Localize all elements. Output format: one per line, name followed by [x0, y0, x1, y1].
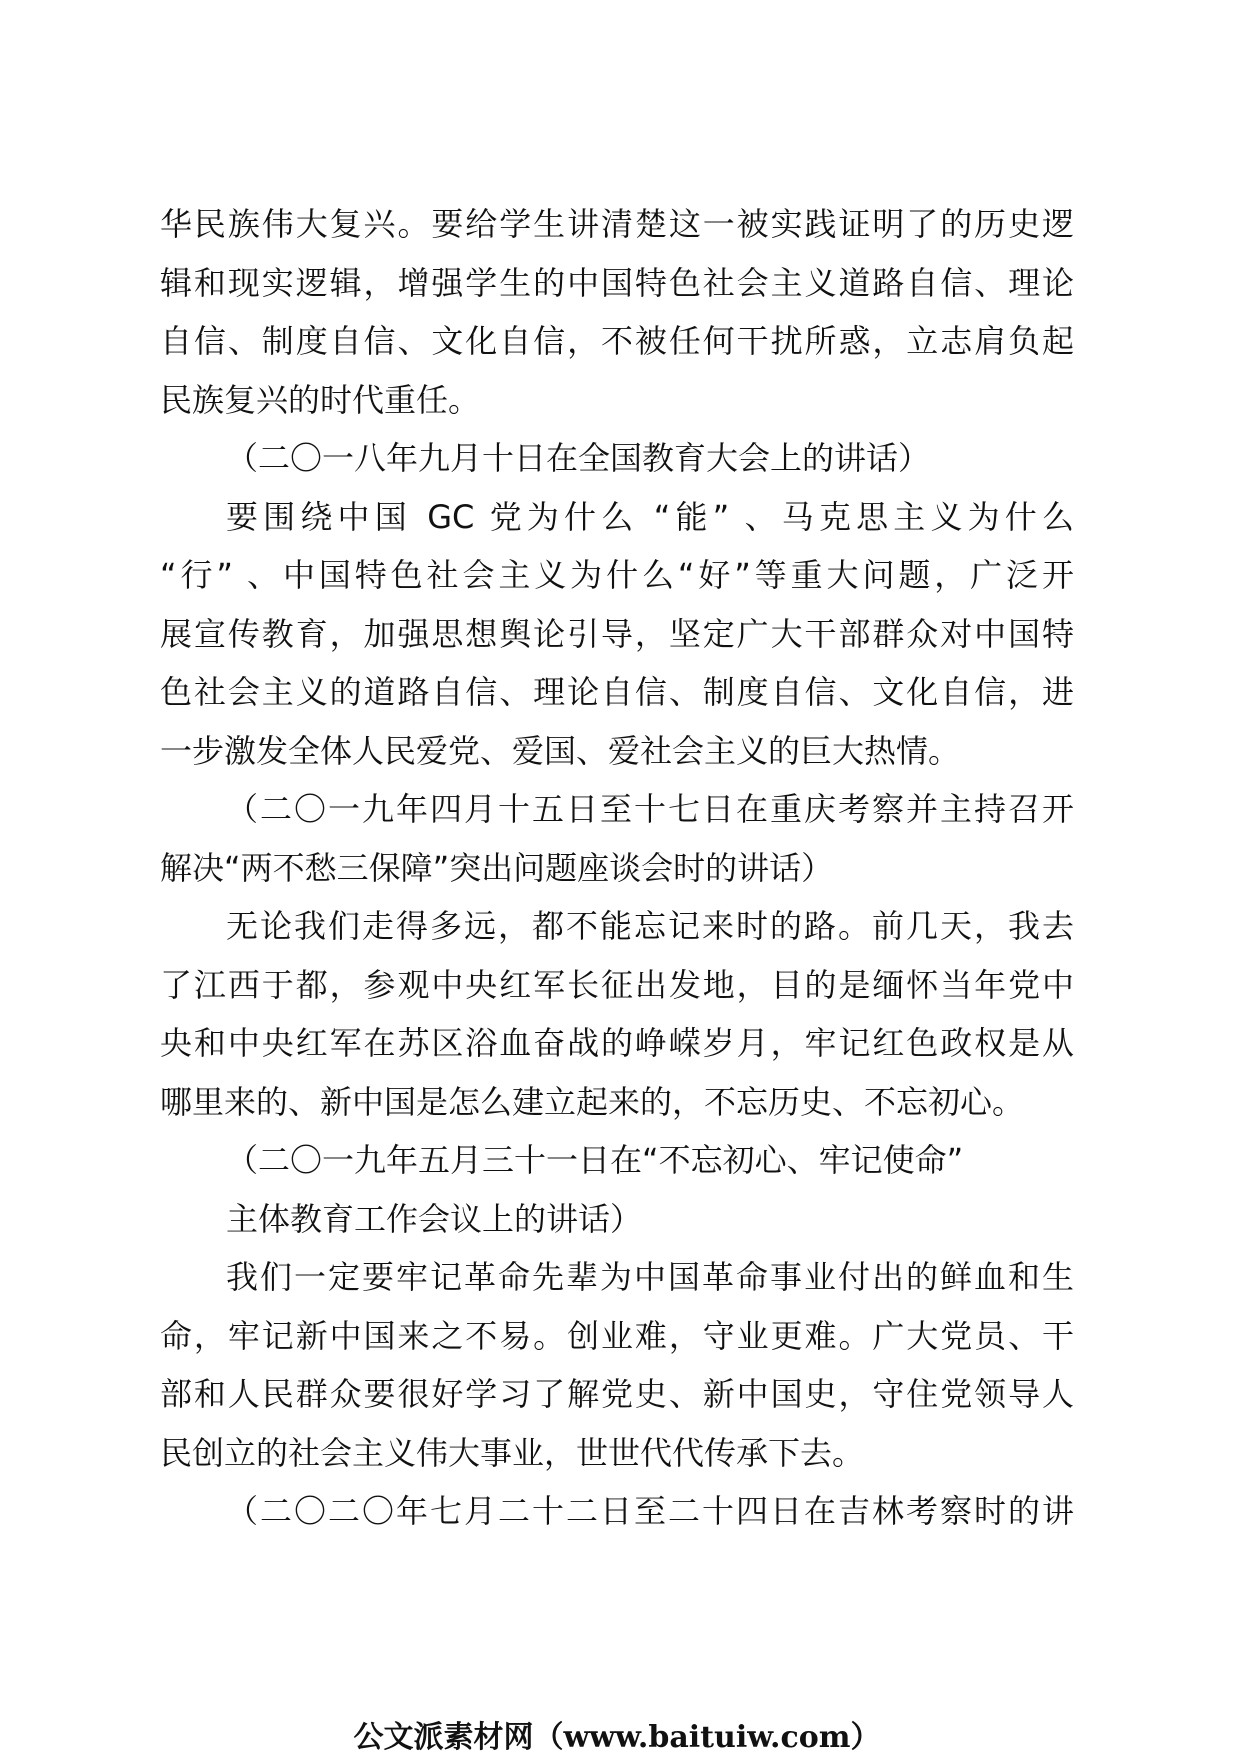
- text-line: （二〇二〇年七月二十二日至二十四日在吉林考察时的讲: [226, 1492, 1074, 1530]
- footer-watermark: 公文派素材网（www.baituiw.com）: [353, 1720, 881, 1755]
- document-body: [160, 195, 1074, 1541]
- text-line: 命，牢记新中国来之不易。创业难，守业更难。广大党员、干: [160, 1316, 1074, 1355]
- text-line: 了江西于都，参观中央红军长征出发地，目的是缅怀当年党中: [160, 965, 1074, 1004]
- text-line: 解决“两不愁三保障”突出问题座谈会时的讲话）: [160, 848, 834, 887]
- text-line: 主体教育工作会议上的讲话）: [226, 1199, 643, 1238]
- text-line: 华民族伟大复兴。要给学生讲清楚这一被实践证明了的历史逻: [160, 205, 1074, 243]
- text-line: 自信、制度自信、文化自信，不被任何干扰所惑，立志肩负起: [160, 322, 1074, 360]
- text-line: 无论我们走得多远，都不能忘记来时的路。前几天，我去: [226, 907, 1074, 945]
- text-line: 辑和现实逻辑，增强学生的中国特色社会主义道路自信、理论: [160, 263, 1074, 302]
- text-line: 哪里来的、新中国是怎么建立起来的，不忘历史、不忘初心。: [160, 1082, 1025, 1121]
- text-line: （二〇一九年五月三十一日在“不忘初心、牢记使命”: [226, 1141, 964, 1179]
- text-line: 我们一定要牢记革命先辈为中国革命事业付出的鲜血和生: [226, 1258, 1074, 1296]
- text-line: “行” 、中国特色社会主义为什么“好”等重大问题，广泛开: [160, 556, 1074, 594]
- text-line: 部和人民群众要很好学习了解党史、新中国史，守住党领导人: [160, 1375, 1074, 1413]
- text-line: 民创立的社会主义伟大事业，世世代代传承下去。: [160, 1433, 865, 1472]
- text-line: 一步激发全体人民爱党、爱国、爱社会主义的巨大热情。: [160, 731, 961, 770]
- text-line: 展宣传教育，加强思想舆论引导，坚定广大干部群众对中国特: [160, 614, 1074, 653]
- text-line: 央和中央红军在苏区浴血奋战的峥嵘岁月，牢记红色政权是从: [160, 1024, 1074, 1062]
- text-line: （二〇一八年九月十日在全国教育大会上的讲话）: [226, 439, 931, 477]
- text-line: （二〇一九年四月十五日至十七日在重庆考察并主持召开: [226, 790, 1074, 828]
- text-line: 色社会主义的道路自信、理论自信、制度自信、文化自信，进: [160, 673, 1074, 711]
- text-line: 民族复兴的时代重任。: [160, 380, 481, 419]
- text-line: 要围绕中国 GC 党为什么 “能” 、马克思主义为什么: [226, 497, 1074, 536]
